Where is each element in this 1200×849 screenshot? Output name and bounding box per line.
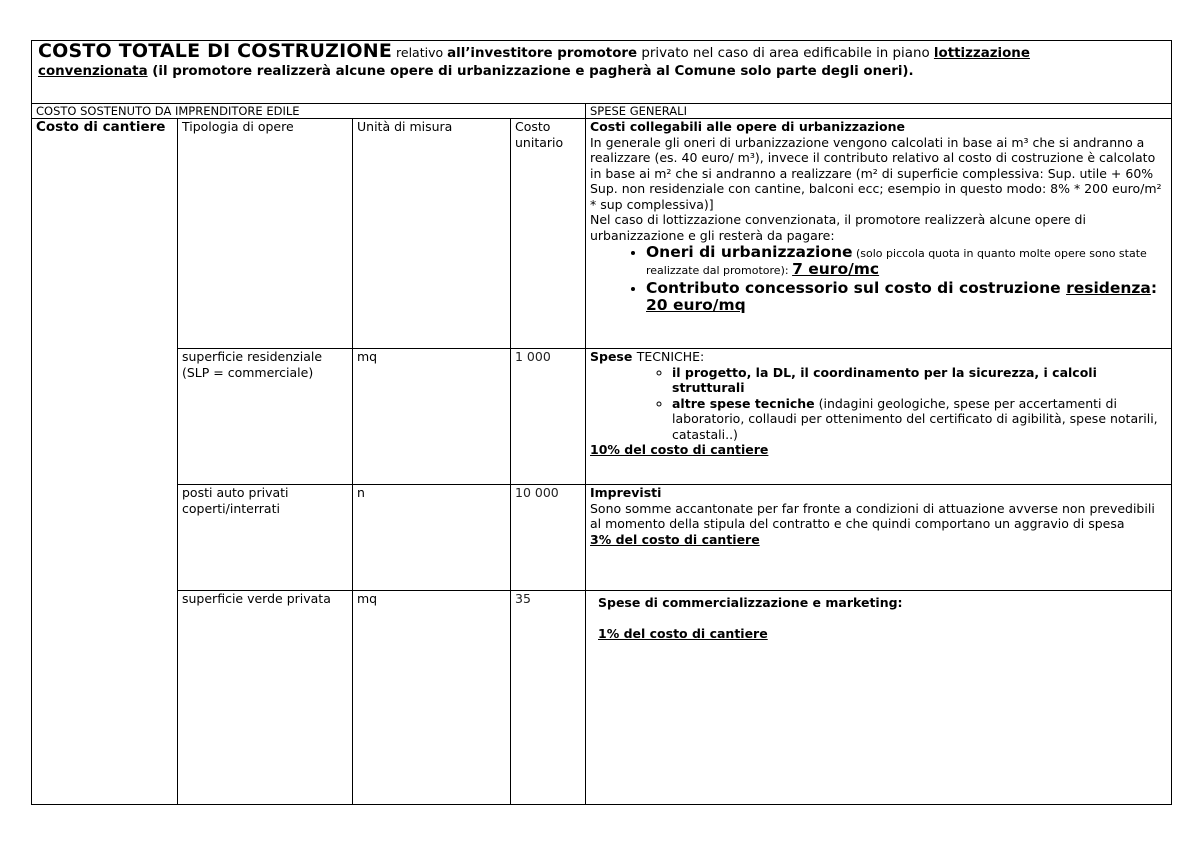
urb-list [590, 243, 1167, 313]
spese-tecniche-cell [586, 349, 1172, 485]
tec-item-altre [672, 396, 1167, 443]
row-2-costo: 10 000 [511, 485, 586, 591]
title-lottizzazione: lottizzazione [933, 46, 1030, 61]
table-row [32, 591, 1172, 805]
urb-item-contributo [646, 279, 1167, 314]
section-row [32, 104, 1172, 119]
oneri-value: 7 euro/mc [792, 260, 880, 278]
title-convenzionata: convenzionata [38, 64, 148, 79]
row-2-tipologia: posti auto privati coperti/interrati [178, 485, 353, 591]
section-right: SPESE GENERALI [586, 104, 1172, 119]
imprevisti-cell [586, 485, 1172, 591]
oneri-note: (solo piccola quota in quanto molte opere sono state realizzate dal promotore): [646, 247, 1147, 277]
oneri-title: Oneri di urbanizzazione [646, 243, 853, 261]
imp-title: Imprevisti [590, 485, 662, 500]
imp-text: Sono somme accantonate per far fronte a condizioni di attuazione avverse non prevedibili al momento della stipula del contratto e che quindi comportano un aggravio di spesa [590, 500, 1155, 531]
urb-item-oneri [646, 243, 1167, 279]
row-2-unita: n [353, 485, 511, 591]
contributo-colon: : [1150, 278, 1158, 297]
row-3-tipologia: superficie verde privata [178, 591, 353, 805]
imp-percentage: 3% del costo di cantiere [590, 531, 760, 547]
row-3-costo: 35 [511, 591, 586, 805]
urb-paragraph-2: Nel caso di lottizzazione convenzionata, il promotore realizzerà alcune opere di urbanizzazione e gli resterà da pagare: [590, 212, 1086, 243]
title-text-1: relativo [392, 45, 448, 60]
title-row [32, 41, 1172, 104]
tec-altre-bold: altre spese tecniche [672, 395, 815, 411]
document-title [32, 41, 1172, 104]
col-header-costo: Costo unitario [511, 119, 586, 349]
spese-urbanizzazione-cell [586, 119, 1172, 349]
contributo-title: Contributo concessorio sul costo di costruzione [646, 278, 1067, 297]
table-row [32, 349, 1172, 485]
costo-cantiere-label: Costo di cantiere [32, 119, 178, 805]
title-text-6: (il promotore realizzerà alcune opere di urbanizzazione e pagherà al Comune solo parte degli oneri). [147, 64, 914, 79]
row-1-costo: 1 000 [511, 349, 586, 485]
tec-title-2: TECNICHE: [636, 349, 705, 364]
tec-percentage: 10% del costo di cantiere [590, 442, 769, 457]
col-header-tipologia: Tipologia di opere [178, 119, 353, 349]
marketing-cell [586, 591, 1172, 805]
col-header-unita: Unità di misura [353, 119, 511, 349]
cost-table [31, 40, 1172, 805]
table-row [32, 119, 1172, 349]
contributo-residenza: residenza [1066, 278, 1151, 297]
tec-altre-rest: (indagini geologiche, spese per accertamenti di laboratorio, collaudi per ottenimento del certificato di agibilità, spese notarili, catastali..) [672, 395, 1158, 442]
row-1-tipologia: superficie residenziale (SLP = commerciale) [178, 349, 353, 485]
tec-item-progetto: ◦ il progetto, la DL, il coordinamento per la sicurezza, i calcoli strutturali [672, 365, 1167, 396]
row-1-unita: mq [353, 349, 511, 485]
table-row [32, 485, 1172, 591]
row-3-unita: mq [353, 591, 511, 805]
title-investor: all’investitore promotore [447, 46, 638, 61]
title-text-3: privato nel caso di area edificabile in piano [637, 46, 934, 61]
tec-title: Spese [590, 349, 637, 364]
title-bold: COSTO TOTALE DI COSTRUZIONE [38, 40, 393, 62]
tec-list [590, 365, 1167, 443]
urb-title: Costi collegabili alle opere di urbanizzazione [590, 119, 905, 134]
section-left: COSTO SOSTENUTO DA IMPRENDITORE EDILE [32, 104, 586, 119]
urb-paragraph-1: In generale gli oneri di urbanizzazione vengono calcolati in base ai m³ che si andranno a realizzare (es. 40 euro/ m³), invece il contributo relativo al costo di costruzione è calcolato in base ai m² che si andranno a realizzare (m² di superficie complessiva: Sup. utile + 60% Sup. non residenziale con cantine, balconi ecc; esempio in questo modo: 8% * 200 euro/m² * sup complessiva)] [590, 134, 1162, 212]
mkt-title: Spese di commercializzazione e marketing: [598, 595, 903, 610]
mkt-percentage: 1% del costo di cantiere [598, 625, 768, 641]
contributo-value: 20 euro/mq [646, 295, 746, 314]
